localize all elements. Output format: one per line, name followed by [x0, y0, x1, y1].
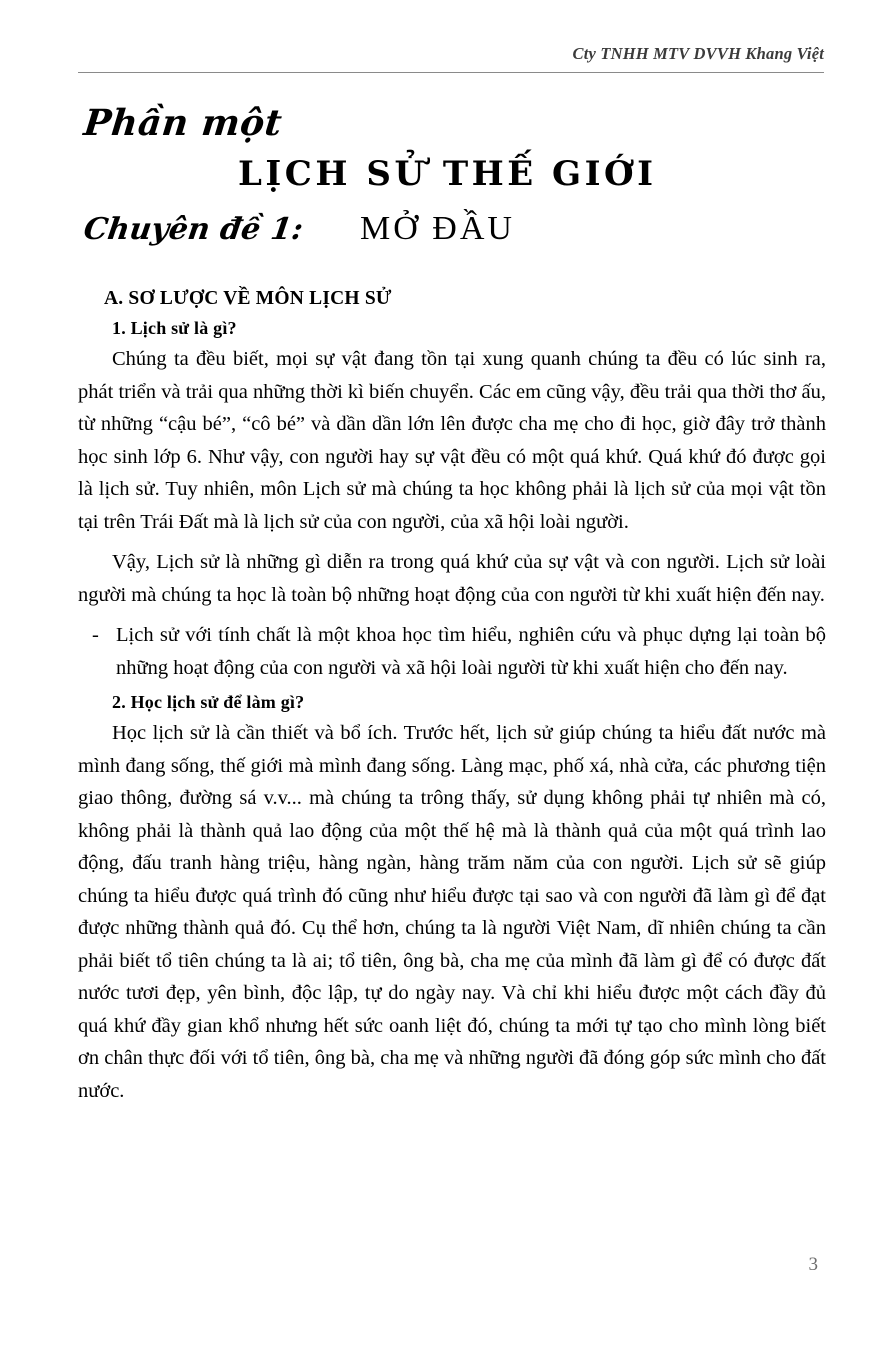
paragraph-3: [78, 619, 826, 684]
page-header-publisher: Cty TNHH MTV DVVH Khang Việt: [572, 44, 824, 63]
part-title: LỊCH SỬ THẾ GIỚI: [238, 154, 657, 194]
topic-title: MỞ ĐẦU: [360, 210, 515, 247]
section-heading-1: 1. Lịch sử là gì?: [112, 318, 237, 338]
bullet-dash: -: [92, 624, 99, 646]
page-number: 3: [808, 1254, 818, 1275]
section-heading-2: 2. Học lịch sử để làm gì?: [112, 692, 305, 712]
title-block: [78, 92, 824, 277]
topic-label: Chuyên đề 1:: [81, 212, 306, 247]
header-divider: [78, 72, 824, 73]
body-content: [78, 288, 826, 1109]
paragraph-3-text: Lịch sử với tính chất là một khoa học tìm hiểu, nghiên cứu và phục dựng lại toàn bộ những hoạt động của con người và xã hội loài người từ khi xuất hiện cho đến nay.: [116, 624, 826, 679]
paragraph-4: Học lịch sử là cần thiết và bổ ích. Trước hết, lịch sử giúp chúng ta hiểu đất nước mà mình đang sống, thế giới mà mình đang sống. Làng mạc, phố xá, nhà cửa, các phương tiện giao thông, đường sá v.v... mà chúng ta trông thấy, sử dụng không phải tự nhiên mà có, không phải là thành quả lao động của một thế hệ mà là thành quả của một quá trình lao động, đấu tranh hàng triệu, hàng ngàn, hàng trăm năm của con người. Lịch sử sẽ giúp chúng ta hiểu được quá trình đó cũng như hiểu được tại sao và con người đã làm gì để đạt được những thành quả đó. Cụ thể hơn, chúng ta là người Việt Nam, dĩ nhiên chúng ta cần phải biết tổ tiên chúng ta là ai; tổ tiên, ông bà, cha mẹ của mình đã làm gì để có được đất nước tươi đẹp, yên bình, độc lập, tự do ngày nay. Và chỉ khi hiểu được một cách đầy đủ quá khứ đầy gian khổ nhưng hết sức oanh liệt đó, chúng ta mới tự tạo cho mình lòng biết ơn chân thực đối với tổ tiên, ông bà, cha mẹ và những người đã đóng góp sức mình cho đất nước.: [78, 722, 826, 1102]
section-heading-a: A. SƠ LƯỢC VỀ MÔN LỊCH SỬ: [104, 288, 392, 309]
paragraph-2: Vậy, Lịch sử là những gì diễn ra trong quá khứ của sự vật và con người. Lịch sử loài người mà chúng ta học là toàn bộ những hoạt động của con người từ khi xuất hiện đến nay.: [78, 551, 826, 606]
part-label: Phần một: [81, 102, 285, 144]
paragraph-1: Chúng ta đều biết, mọi sự vật đang tồn tại xung quanh chúng ta đều có lúc sinh ra, phát triển và trải qua những thời kì biến chuyển. Các em cũng vậy, đều trải qua thời thơ ấu, từ những “cậu bé”, “cô bé” và dần dần lớn lên được cha mẹ cho đi học, giờ đây trở thành học sinh lớp 6. Như vậy, con người hay sự vật đều có một quá khứ. Quá khứ đó được gọi là lịch sử. Tuy nhiên, môn Lịch sử mà chúng ta học không phải là lịch sử của mọi vật tồn tại trên Trái Đất mà là lịch sử của con người, của xã hội loài người.: [78, 348, 826, 533]
